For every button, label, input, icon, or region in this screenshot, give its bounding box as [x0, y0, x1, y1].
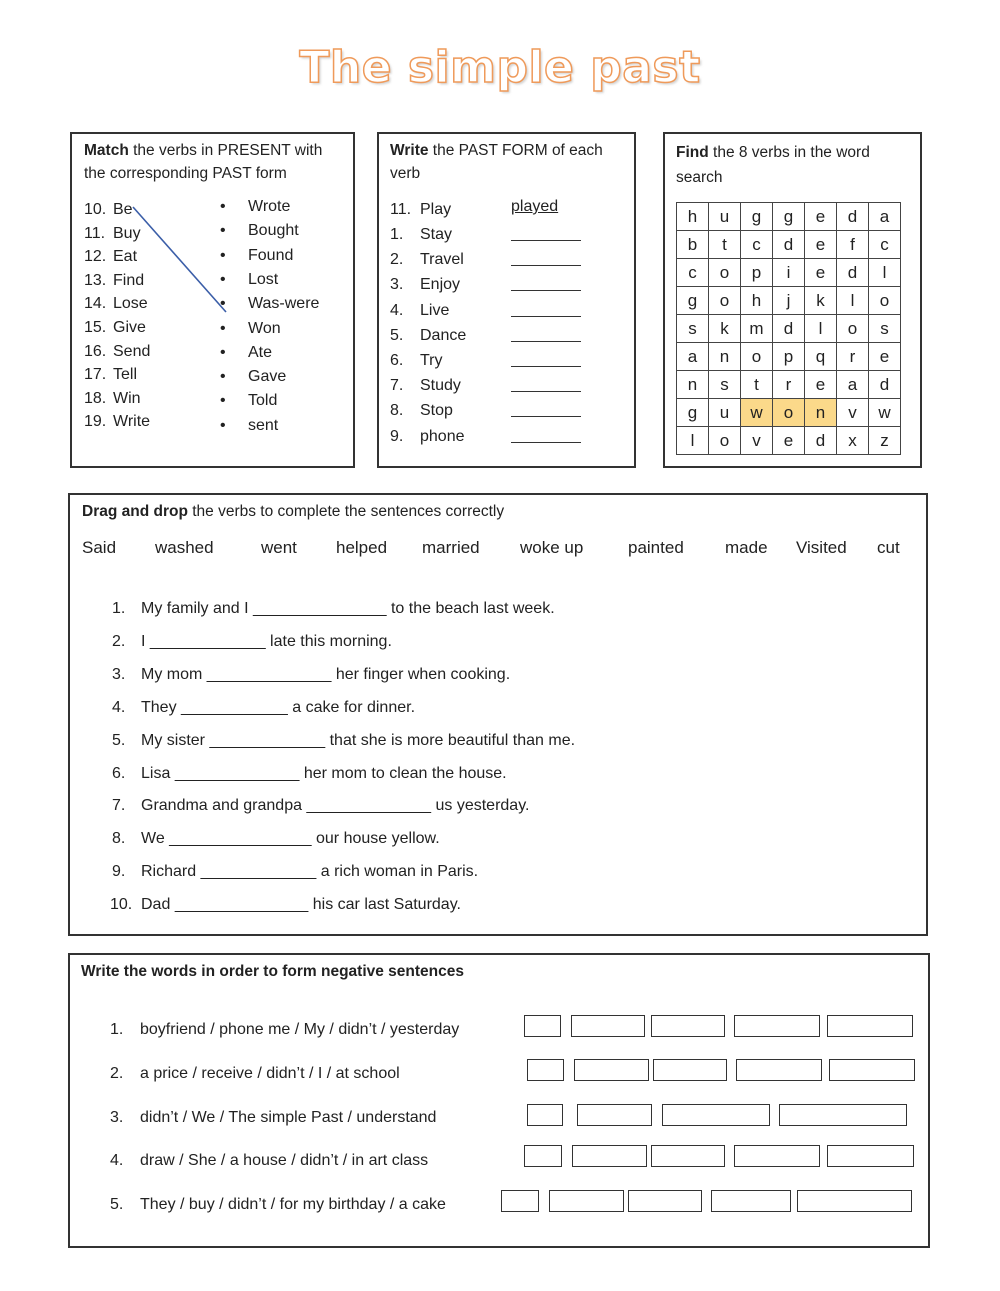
word-answer-box[interactable]	[779, 1104, 907, 1126]
item-number: 16.	[84, 342, 107, 360]
item-number: 15.	[84, 319, 107, 336]
letter-cell[interactable]: e	[805, 259, 837, 287]
present-verb: Try	[420, 352, 443, 369]
sentence-after: his car last Saturday.	[312, 896, 461, 914]
scrambled-sentence: draw / She / a house / didn’t / in art class	[140, 1152, 429, 1170]
item-number: 7.	[112, 797, 126, 815]
word-answer-box[interactable]	[577, 1104, 652, 1126]
letter-cell[interactable]: d	[773, 231, 805, 259]
word-bank-item[interactable]: made	[725, 538, 768, 557]
drop-blank[interactable]: _______________	[174, 896, 309, 914]
pastform-item	[390, 402, 453, 420]
pastform-item	[390, 276, 461, 294]
item-number: 1.	[390, 226, 404, 243]
letter-cell[interactable]: n	[709, 343, 741, 371]
letter-cell[interactable]: u	[709, 399, 741, 427]
item-number: 3.	[112, 665, 126, 683]
item-number: 14.	[84, 295, 107, 313]
scrambled-sentence: a price / receive / didn’t / I / at school	[140, 1064, 400, 1082]
sentence-after: our house yellow.	[316, 830, 440, 848]
word-answer-box[interactable]	[827, 1015, 913, 1037]
letter-cell[interactable]: s	[677, 315, 709, 343]
item-number: 10.	[110, 896, 133, 914]
present-verb: Write	[113, 413, 151, 431]
letter-cell[interactable]: s	[709, 371, 741, 399]
letter-cell[interactable]: g	[677, 287, 709, 315]
answer-blank[interactable]	[511, 416, 581, 417]
sentence-item	[141, 765, 507, 783]
word-answer-box[interactable]	[501, 1190, 539, 1212]
item-number: 6.	[112, 764, 126, 782]
item-number: 10.	[84, 201, 107, 218]
drop-blank[interactable]: ____________	[181, 698, 288, 716]
sentence-before: My mom	[141, 665, 203, 683]
word-answer-box[interactable]	[571, 1015, 645, 1037]
letter-cell[interactable]: c	[677, 259, 709, 287]
past-verb-item[interactable]: Found	[248, 246, 294, 264]
present-verb: Travel	[420, 251, 464, 269]
present-verb: Send	[113, 342, 151, 360]
sentence-after: a cake for dinner.	[292, 698, 416, 716]
word-bank-item[interactable]: woke up	[520, 538, 584, 557]
word-bank-item[interactable]: Said	[82, 538, 117, 557]
bullet-icon: •	[220, 222, 226, 240]
word-answer-box[interactable]	[574, 1059, 649, 1081]
bullet-icon: •	[220, 368, 226, 386]
item-number: 12.	[84, 248, 107, 266]
page-title: The simple past	[299, 42, 701, 93]
answer-blank[interactable]	[511, 265, 581, 266]
item-number: 19.	[84, 413, 107, 431]
negative-instruction: Write the words in order to form negative sentences	[81, 963, 464, 980]
sentence-before: My family and I	[141, 600, 249, 617]
pastform-example-answer: played	[511, 198, 559, 215]
letter-cell[interactable]: k	[709, 315, 741, 343]
word-answer-box[interactable]	[827, 1145, 914, 1167]
word-answer-box[interactable]	[628, 1190, 702, 1212]
bullet-icon: •	[220, 246, 226, 264]
sentence-item	[141, 666, 510, 684]
past-verb-item[interactable]: Lost	[248, 270, 279, 288]
sentence-before: We	[141, 830, 165, 848]
pastform-item	[390, 251, 464, 269]
word-search-grid	[676, 202, 901, 455]
sentence-item	[141, 732, 575, 750]
pastform-instruction: Write the PAST FORM of each verb	[390, 142, 603, 182]
item-number: 2.	[390, 251, 404, 269]
bullet-icon: •	[220, 295, 226, 313]
letter-cell[interactable]: u	[709, 203, 741, 231]
letter-cell[interactable]: v	[741, 427, 773, 455]
item-number: 4.	[390, 301, 404, 319]
letter-cell[interactable]: a	[837, 371, 869, 399]
past-verb-item[interactable]: Bought	[248, 222, 299, 240]
letter-cell[interactable]: h	[741, 287, 773, 315]
sentence-item	[141, 863, 478, 881]
letter-cell[interactable]: n	[677, 371, 709, 399]
word-answer-box[interactable]	[524, 1145, 562, 1167]
word-answer-box[interactable]	[651, 1145, 725, 1167]
bullet-icon: •	[220, 416, 226, 434]
sentence-after: her mom to clean the house.	[303, 764, 507, 782]
letter-cell[interactable]: d	[805, 427, 837, 455]
letter-cell[interactable]: o	[709, 259, 741, 287]
word-bank-item[interactable]: helped	[336, 538, 388, 557]
word-answer-box[interactable]	[572, 1145, 647, 1167]
item-number: 4.	[112, 698, 126, 716]
item-number: 4.	[110, 1152, 124, 1170]
item-number: 9.	[390, 427, 404, 445]
drop-blank[interactable]: ______________	[174, 764, 300, 782]
item-number: 1.	[110, 1021, 124, 1038]
item-number: 8.	[390, 402, 404, 420]
letter-cell[interactable]: o	[773, 399, 805, 427]
past-verb-item[interactable]: Gave	[248, 368, 287, 386]
item-number: 7.	[390, 377, 404, 395]
answer-blank[interactable]	[511, 391, 581, 392]
scrambled-sentence: didn’t / We / The simple Past / understand	[140, 1108, 437, 1126]
scrambled-sentence: boyfriend / phone me / My / didn’t / yesterday	[140, 1021, 460, 1038]
word-bank-item[interactable]: went	[261, 538, 297, 557]
letter-cell[interactable]: l	[837, 287, 869, 315]
word-answer-box[interactable]	[653, 1059, 727, 1081]
present-verb: Study	[420, 377, 461, 395]
word-answer-box[interactable]	[527, 1104, 563, 1126]
sentence-item	[141, 830, 440, 848]
answer-blank[interactable]	[511, 442, 581, 443]
letter-cell[interactable]: i	[773, 259, 805, 287]
letter-cell[interactable]: e	[773, 427, 805, 455]
answer-blank[interactable]	[511, 240, 581, 241]
pastform-item	[390, 326, 467, 345]
word-bank-item[interactable]: Visited	[796, 538, 847, 557]
letter-cell[interactable]: m	[741, 315, 773, 343]
drop-blank[interactable]: _____________	[209, 731, 326, 749]
word-answer-box[interactable]	[711, 1190, 791, 1212]
sentence-after: late this morning.	[270, 632, 392, 650]
letter-cell[interactable]: v	[837, 399, 869, 427]
present-verb: Stay	[420, 226, 453, 243]
item-number: 5.	[110, 1196, 124, 1214]
sentence-before: I	[141, 632, 146, 650]
word-answer-box[interactable]	[662, 1104, 770, 1126]
sentence-item	[141, 699, 415, 717]
drop-blank[interactable]: _____________	[200, 863, 317, 881]
letter-cell[interactable]: t	[741, 371, 773, 399]
sentence-before: Dad	[141, 896, 171, 914]
letter-cell[interactable]: l	[677, 427, 709, 455]
past-verb-item[interactable]: Won	[248, 319, 281, 337]
answer-blank[interactable]	[511, 341, 581, 342]
pastform-item	[390, 427, 465, 446]
letter-cell[interactable]: p	[741, 259, 773, 287]
letter-cell[interactable]: o	[709, 287, 741, 315]
bullet-icon: •	[220, 319, 226, 337]
letter-cell[interactable]: h	[677, 203, 709, 231]
drop-blank[interactable]: _______________	[253, 600, 387, 617]
dragdrop-instruction: Drag and drop the verbs to complete the sentences correctly	[82, 503, 505, 520]
sentence-before: Lisa	[141, 764, 171, 782]
item-number: 5.	[390, 326, 404, 344]
drop-blank[interactable]: ______________	[306, 797, 432, 815]
word-bank-item[interactable]: married	[422, 538, 480, 557]
letter-cell[interactable]: t	[709, 231, 741, 259]
item-number: 5.	[112, 731, 126, 749]
sentence-item	[141, 633, 392, 651]
sentence-after: that she is more beautiful than me.	[329, 731, 576, 749]
letter-cell[interactable]: o	[837, 315, 869, 343]
letter-cell[interactable]: k	[805, 287, 837, 315]
letter-cell[interactable]: g	[741, 203, 773, 231]
letter-cell[interactable]: e	[805, 203, 837, 231]
letter-cell[interactable]: z	[869, 427, 901, 455]
present-verb: Live	[420, 301, 450, 319]
match-instruction: Match the verbs in PRESENT with the corresponding PAST form	[84, 142, 323, 182]
word-answer-box[interactable]	[797, 1190, 912, 1212]
bullet-icon: •	[220, 392, 226, 410]
past-verb-item[interactable]: Ate	[248, 343, 273, 361]
letter-cell[interactable]: o	[709, 427, 741, 455]
present-verb: Tell	[113, 366, 138, 384]
wordsearch-instruction: Find the 8 verbs in the word search	[676, 144, 870, 186]
sentence-item	[141, 797, 529, 815]
answer-blank[interactable]	[511, 290, 581, 291]
pastform-example-num: 11.	[390, 201, 412, 218]
sentence-after: a rich woman in Paris.	[320, 863, 479, 881]
pastform-item	[390, 301, 450, 320]
pastform-example-row	[390, 201, 452, 219]
word-answer-box[interactable]	[829, 1059, 915, 1081]
item-number: 8.	[112, 830, 126, 848]
bullet-icon: •	[220, 270, 226, 288]
item-number: 3.	[110, 1108, 124, 1126]
letter-cell[interactable]: o	[869, 287, 901, 315]
past-verb-item[interactable]: sent	[248, 416, 279, 434]
drop-blank[interactable]: ______________	[206, 665, 332, 683]
letter-cell[interactable]: a	[869, 203, 901, 231]
letter-cell[interactable]: b	[677, 231, 709, 259]
present-verb: Lose	[113, 295, 148, 313]
item-number: 18.	[84, 389, 107, 407]
sentence-before: Grandma and grandpa	[141, 797, 302, 815]
word-bank-item[interactable]: washed	[155, 538, 214, 557]
sentence-after: her finger when cooking.	[335, 665, 511, 683]
letter-cell[interactable]: r	[837, 343, 869, 371]
bullet-icon: •	[220, 198, 226, 215]
pastform-item	[390, 352, 443, 370]
present-verb: phone	[420, 427, 465, 445]
item-number: 17.	[84, 366, 107, 384]
letter-cell[interactable]: d	[837, 203, 869, 231]
present-verb: Stop	[420, 402, 453, 420]
letter-cell[interactable]: e	[869, 343, 901, 371]
word-answer-box[interactable]	[734, 1145, 820, 1167]
word-answer-box[interactable]	[651, 1015, 725, 1037]
sentence-after: to the beach last week.	[390, 600, 555, 617]
letter-cell[interactable]: w	[741, 399, 773, 427]
word-bank-item[interactable]: cut	[877, 538, 900, 557]
sentence-item	[141, 600, 555, 618]
word-answer-box[interactable]	[527, 1059, 564, 1081]
past-verb-item[interactable]: Told	[248, 392, 278, 410]
letter-cell[interactable]: g	[677, 399, 709, 427]
letter-cell[interactable]: g	[773, 203, 805, 231]
letter-cell[interactable]: f	[837, 231, 869, 259]
letter-cell[interactable]: l	[869, 259, 901, 287]
item-number: 11.	[84, 224, 106, 242]
letter-cell[interactable]: e	[805, 371, 837, 399]
scrambled-sentence: They / buy / didn’t / for my birthday / a cake	[140, 1196, 446, 1214]
item-number: 3.	[390, 276, 404, 294]
sentence-before: Richard	[141, 863, 197, 881]
item-number: 13.	[84, 271, 107, 289]
pastform-item	[390, 377, 461, 395]
past-verb-item[interactable]: Was-were	[248, 295, 320, 313]
item-number: 2.	[112, 632, 126, 650]
letter-cell[interactable]: x	[837, 427, 869, 455]
letter-cell[interactable]: q	[805, 343, 837, 371]
word-answer-box[interactable]	[736, 1059, 822, 1081]
word-bank-item[interactable]: painted	[628, 538, 684, 557]
sentence-item	[141, 896, 461, 914]
letter-cell[interactable]: s	[869, 315, 901, 343]
item-number: 9.	[112, 863, 126, 881]
letter-cell[interactable]: n	[805, 399, 837, 427]
letter-cell[interactable]: d	[869, 371, 901, 399]
drop-blank[interactable]: ________________	[169, 830, 312, 848]
present-verb: Enjoy	[420, 276, 461, 294]
past-verb-item[interactable]: Wrote	[248, 198, 291, 215]
answer-blank[interactable]	[511, 316, 581, 317]
pastform-item	[390, 226, 453, 244]
pastform-example-verb: Play	[420, 201, 452, 218]
letter-cell[interactable]: o	[741, 343, 773, 371]
word-answer-box[interactable]	[549, 1190, 624, 1212]
letter-cell[interactable]: j	[773, 287, 805, 315]
drop-blank[interactable]: _____________	[149, 632, 266, 650]
sentence-before: My sister	[141, 731, 205, 749]
bullet-icon: •	[220, 343, 226, 361]
present-verb: Be	[113, 201, 133, 218]
item-number: 1.	[112, 600, 126, 617]
answer-blank[interactable]	[511, 366, 581, 367]
letter-cell[interactable]: a	[677, 343, 709, 371]
sentence-before: They	[141, 698, 177, 716]
present-verb: Win	[113, 389, 141, 407]
letter-cell[interactable]: l	[805, 315, 837, 343]
item-number: 2.	[110, 1064, 124, 1082]
letter-cell[interactable]: d	[773, 315, 805, 343]
letter-cell[interactable]: w	[869, 399, 901, 427]
letter-cell[interactable]: c	[741, 231, 773, 259]
word-answer-box[interactable]	[734, 1015, 820, 1037]
present-verb: Dance	[420, 326, 467, 344]
present-verb: Give	[113, 319, 146, 336]
item-number: 6.	[390, 352, 404, 369]
letter-cell[interactable]: p	[773, 343, 805, 371]
letter-cell[interactable]: d	[837, 259, 869, 287]
letter-cell[interactable]: e	[805, 231, 837, 259]
word-answer-box[interactable]	[524, 1015, 561, 1037]
present-verb: Buy	[113, 224, 141, 242]
letter-cell[interactable]: r	[773, 371, 805, 399]
sentence-after: us yesterday.	[435, 797, 530, 815]
present-verb: Find	[113, 271, 145, 289]
letter-cell[interactable]: c	[869, 231, 901, 259]
present-verb: Eat	[113, 248, 138, 266]
